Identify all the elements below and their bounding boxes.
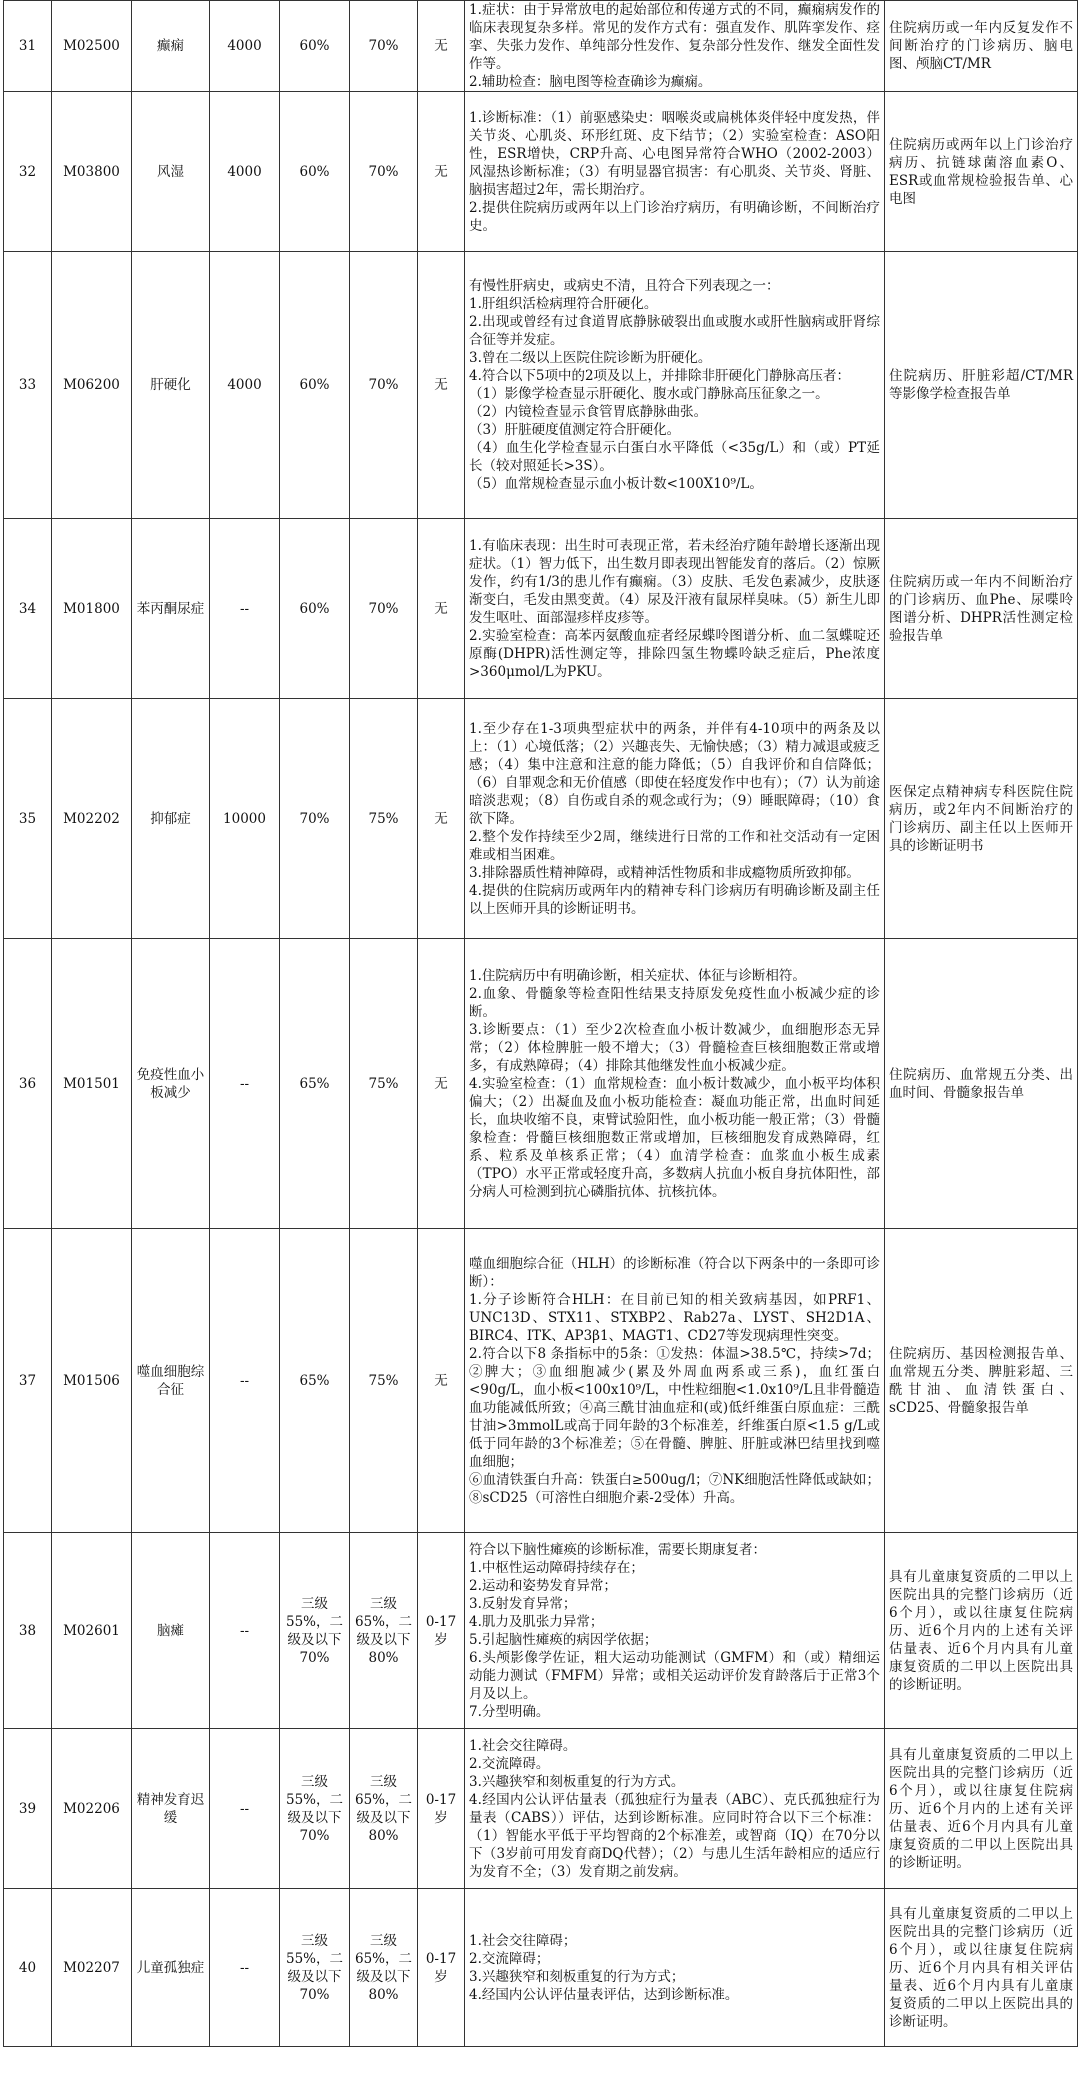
reimburse-rate-1: 60% [280,519,350,699]
criteria-line: 1.症状：由于异常放电的起始部位和传递方式的不同，癫痫病发作的临床表现复杂多样。常见的发作方式有：强直发作、肌阵挛发作、痉挛、失张力发作、单纯部分性发作、复杂部分性发作、继发全面性发作等。 [469,2,880,72]
criteria-line: 4.符合以下5项中的2项及以上，并排除非肝硬化门静脉高压者： [469,368,851,384]
disease-name: 苯丙酮尿症 [132,519,210,699]
disease-name: 风湿 [132,92,210,252]
table-row [4,1533,1078,1729]
disease-criteria-table [3,0,1078,2047]
criteria-line: 1.诊断标准：（1）前驱感染史：咽喉炎或扁桃体炎伴轻中度发热，伴关节炎、心肌炎、环形红斑、皮下结节；（2）实验室检查：ASO阳性，ESR增快，CRP升高、心电图异常符合WHO（2002-2003）风湿热诊断标准；（3）有明显器官损害：有心肌炎、关节炎、肾脏、脑损害超过2年，需长期治疗。 [469,109,880,198]
table-row [4,1229,1078,1533]
disease-name: 肝硬化 [132,252,210,519]
criteria-line: ⑥血清铁蛋白升高：铁蛋白≥500ug/l；⑦NK细胞活性降低或缺如；⑧sCD25（可溶性白细胞介素-2受体）升高。 [469,1471,880,1506]
required-documents: 住院病历或一年内不间断治疗的门诊病历、血Phe、尿喋呤图谱分析、DHPR活性测定检验报告单 [885,519,1078,699]
row-number: 35 [4,699,52,939]
disease-code: M06200 [52,252,132,519]
criteria-line: 3.排除器质性精神障碍，或精神活性物质和非成瘾物质所致抑郁。 [469,864,860,881]
table-row [4,939,1078,1229]
payment-limit: 4000 [210,92,280,252]
criteria-line: 1.社会交往障碍； [469,1932,577,1949]
required-documents: 住院病历、血常规五分类、出血时间、骨髓象报告单 [885,939,1078,1229]
payment-limit: 4000 [210,252,280,519]
age-limit: 无 [418,519,465,699]
reimburse-rate-1: 70% [280,699,350,939]
row-number: 31 [4,1,52,92]
payment-limit: -- [210,519,280,699]
required-documents: 具有儿童康复资质的二甲以上医院出具的完整门诊病历（近6个月），或以往康复住院病历、近6个月内的上述有关评估量表、近6个月内具有儿童康复资质的二甲以上医院出具的诊断证明。 [885,1533,1078,1729]
diagnosis-criteria [465,1533,885,1729]
criteria-line: 1.住院病历中有明确诊断，相关症状、体征与诊断相符。 [469,967,806,984]
row-number: 40 [4,1889,52,2047]
reimburse-rate-1: 60% [280,92,350,252]
criteria-line: 1.至少存在1-3项典型症状中的两条，并伴有4-10项中的两条及以上：（1）心境低落；（2）兴趣丧失、无愉快感；（3）精力减退或疲乏感；（4）集中注意和注意的能力降低；（5）自我评价和自信降低；（6）自罪观念和无价值感（即使在轻度发作中也有）；（7）认为前途暗淡悲观；（8）自伤或自杀的观念或行为；（9）睡眠障碍；（10）食欲下降。 [469,720,880,827]
reimburse-rate-1: 三级55%，二级及以下70% [280,1729,350,1889]
diagnosis-criteria [465,519,885,699]
reimburse-rate-1: 65% [280,939,350,1229]
reimburse-rate-2: 70% [350,252,418,519]
disease-code: M02500 [52,1,132,92]
row-number: 33 [4,252,52,519]
criteria-line: 4.实验室检查：（1）血常规检查：血小板计数减少，血小板平均体积偏大；（2）出凝血及血小板功能检查：凝血功能正常，出血时间延长，血块收缩不良，束臂试验阳性，血小板功能一般正常；（3）骨髓象检查：骨髓巨核细胞数正常或增加，巨核细胞发育成熟障碍，红系、粒系及单核系正常；（4）血清学检查：血浆血小板生成素（TPO）水平正常或轻度升高，多数病人抗血小板自身抗体阳性，部分病人可检测到抗心磷脂抗体、抗核抗体。 [469,1075,880,1200]
payment-limit: -- [210,1889,280,2047]
criteria-line: 3.曾在二级以上医院住院诊断为肝硬化。 [469,350,712,366]
criteria-line: 2.出现或曾经有过食道胃底静脉破裂出血或腹水或肝性脑病或肝肾综合征等并发症。 [469,314,880,348]
criteria-line: 2.血象、骨髓象等检查阳性结果支持原发免疫性血小板减少症的诊断。 [469,985,880,1020]
reimburse-rate-2: 三级65%，二级及以下80% [350,1533,418,1729]
disease-code: M01800 [52,519,132,699]
age-limit: 0-17岁 [418,1533,465,1729]
criteria-line: 4.肌力及肌张力异常； [469,1613,604,1630]
age-limit: 无 [418,699,465,939]
disease-name: 精神发育迟缓 [132,1729,210,1889]
age-limit: 无 [418,1,465,92]
criteria-line: 4.经国内公认评估量表评估，达到诊断标准。 [469,1986,739,2003]
criteria-line: 2.符合以下8 条指标中的5条：①发热：体温>38.5℃，持续>7d；②脾大；③血细胞减少(累及外周血两系或三系)，血红蛋白<90g/L，血小板<100x10⁹/L，中性粒细胞<1.0x10⁹/L且非骨髓造血功能减低所致；④高三酰甘油血症和(或)低纤维蛋白原血症：三酰甘油>3mmolL或高于同年龄的3个标准差，纤维蛋白原<1.5 g/L或低于同年龄的3个标准差；⑤在骨髓、脾脏、肝脏或淋巴结里找到噬血细胞； [469,1345,880,1470]
disease-code: M02601 [52,1533,132,1729]
criteria-line: 2.交流障碍。 [469,1755,550,1772]
criteria-line: 1.社会交往障碍。 [469,1737,577,1754]
disease-code: M02206 [52,1729,132,1889]
reimburse-rate-2: 75% [350,939,418,1229]
criteria-line: 6.头颅影像学佐证，粗大运动功能测试（GMFM）和（或）精细运动能力测试（FMFM）异常；或相关运动评价发育龄落后于正常3个月及以上。 [469,1649,880,1702]
criteria-line: 有慢性肝病史，或病史不清，且符合下列表现之一： [469,278,780,294]
reimburse-rate-2: 75% [350,699,418,939]
reimburse-rate-1: 三级55%，二级及以下70% [280,1533,350,1729]
required-documents: 具有儿童康复资质的二甲以上医院出具的完整门诊病历（近6个月），或以往康复住院病历、近6个月内具有相关评估量表、近6个月内具有儿童康复资质的二甲以上医院出具的诊断证明。 [885,1889,1078,2047]
age-limit: 无 [418,252,465,519]
criteria-line: 1.有临床表现：出生时可表现正常，若未经治疗随年龄增长逐渐出现症状。（1）智力低下，出生数月即表现出智能发育的落后。（2）惊厥发作，约有1/3的患儿作有癫痫。（3）皮肤、毛发色素减少，皮肤逐渐变白，毛发由黑变黄。（4）尿及汗液有鼠尿样臭味。（5）新生儿即发生呕吐、面部湿疹样皮疹等。 [469,537,880,626]
diagnosis-criteria [465,939,885,1229]
required-documents: 医保定点精神病专科医院住院病历，或2年内不间断治疗的门诊病历、副主任以上医师开具的诊断证明书 [885,699,1078,939]
criteria-line: 5.引起脑性瘫痪的病因学依据； [469,1631,658,1648]
reimburse-rate-2: 75% [350,1229,418,1533]
criteria-line: 2.辅助检查：脑电图等检查确诊为癫痫。 [469,74,712,90]
criteria-line: （3）肝脏硬度值测定符合肝硬化。 [469,422,681,438]
reimburse-rate-2: 70% [350,1,418,92]
required-documents: 住院病历或一年内反复发作不间断治疗的门诊病历、脑电图、颅脑CT/MR [885,1,1078,92]
criteria-line: 2.实验室检查：高苯丙氨酸血症者经尿蝶呤图谱分析、血二氢蝶啶还原酶(DHPR)活性测定等，排除四氢生物蝶呤缺乏症后，Phe浓度>360μmol/L为PKU。 [469,627,880,680]
required-documents: 住院病历、肝脏彩超/CT/MR等影像学检查报告单 [885,252,1078,519]
reimburse-rate-2: 三级65%，二级及以下80% [350,1889,418,2047]
required-documents: 具有儿童康复资质的二甲以上医院出具的完整门诊病历（近6个月），或以往康复住院病历、近6个月内的上述有关评估量表、近6个月内具有儿童康复资质的二甲以上医院出具的诊断证明。 [885,1729,1078,1889]
criteria-line: 1.分子诊断符合HLH：在目前已知的相关致病基因，如PRF1、UNC13D、STX11、STXBP2、Rab27a、LYST、SH2D1A、BIRC4、ITK、AP3β1、MAGT1、CD27等发现病理性突变。 [469,1291,880,1344]
table-row [4,1,1078,92]
reimburse-rate-1: 60% [280,252,350,519]
age-limit: 0-17岁 [418,1889,465,2047]
diagnosis-criteria [465,1889,885,2047]
diagnosis-criteria [465,1729,885,1889]
payment-limit: -- [210,1729,280,1889]
criteria-line: 2.提供住院病历或两年以上门诊治疗病历，有明确诊断，不间断治疗史。 [469,199,880,234]
age-limit: 无 [418,1229,465,1533]
reimburse-rate-1: 三级55%，二级及以下70% [280,1889,350,2047]
required-documents: 住院病历或两年以上门诊治疗病历、抗链球菌溶血素O、ESR或血常规检验报告单、心电图 [885,92,1078,252]
criteria-line: 1.中枢性运动障碍持续存在； [469,1559,644,1576]
diagnosis-criteria [465,92,885,252]
age-limit: 0-17岁 [418,1729,465,1889]
criteria-line: 2.运动和姿势发育异常； [469,1577,617,1594]
criteria-line: 4.提供的住院病历或两年内的精神专科门诊病历有明确诊断及副主任以上医师开具的诊断证明书。 [469,882,880,917]
row-number: 36 [4,939,52,1229]
disease-code: M02207 [52,1889,132,2047]
criteria-line: 4.经国内公认评估量表（孤独症行为量表（ABC）、克氏孤独症行为量表（CABS））评估，达到诊断标准。应同时符合以下三个标准：（1）智能水平低于平均智商的2个标准差，或智商（IQ）在70分以下（3岁前可用发育商DQ代替）；（2）与患儿生活年龄相应的适应行为发育不全；（3）发育期之前发病。 [469,1791,880,1880]
payment-limit: 4000 [210,1,280,92]
criteria-line: 1.肝组织活检病理符合肝硬化。 [469,296,658,312]
reimburse-rate-1: 65% [280,1229,350,1533]
criteria-line: 符合以下脑性瘫痪的诊断标准，需要长期康复者： [469,1541,766,1558]
disease-code: M02202 [52,699,132,939]
disease-code: M03800 [52,92,132,252]
criteria-line: （1）影像学检查显示肝硬化、腹水或门静脉高压征象之一。 [469,386,829,402]
disease-name: 抑郁症 [132,699,210,939]
table-row [4,252,1078,519]
disease-code: M01501 [52,939,132,1229]
required-documents: 住院病历、基因检测报告单、血常规五分类、脾脏彩超、三酰甘油、血清铁蛋白、sCD25、骨髓象报告单 [885,1229,1078,1533]
diagnosis-criteria [465,1,885,92]
diagnosis-criteria [465,699,885,939]
diagnosis-criteria [465,252,885,519]
criteria-line: 3.诊断要点：（1）至少2次检查血小板计数减少，血细胞形态无异常；（2）体检脾脏一般不增大；（3）骨髓检查巨核细胞数正常或增多，有成熟障碍；（4）排除其他继发性血小板减少症。 [469,1021,880,1074]
reimburse-rate-2: 三级65%，二级及以下80% [350,1729,418,1889]
disease-code: M01506 [52,1229,132,1533]
diagnosis-criteria [465,1229,885,1533]
criteria-line: （4）血生化学检查显示白蛋白水平降低（<35g/L）和（或）PT延长（较对照延长>3S）。 [469,440,880,474]
disease-name: 脑瘫 [132,1533,210,1729]
disease-name: 免疫性血小板减少 [132,939,210,1229]
disease-name: 儿童孤独症 [132,1889,210,2047]
payment-limit: -- [210,939,280,1229]
reimburse-rate-2: 70% [350,519,418,699]
criteria-line: 2.交流障碍； [469,1950,550,1967]
row-number: 39 [4,1729,52,1889]
reimburse-rate-1: 60% [280,1,350,92]
criteria-line: 3.兴趣狭窄和刻板重复的行为方式； [469,1968,685,1985]
disease-name: 噬血细胞综合征 [132,1229,210,1533]
criteria-line: 7.分型明确。 [469,1703,550,1720]
criteria-line: 3.兴趣狭窄和刻板重复的行为方式。 [469,1773,685,1790]
table-row [4,1729,1078,1889]
reimburse-rate-2: 70% [350,92,418,252]
payment-limit: 10000 [210,699,280,939]
criteria-line: （2）内镜检查显示食管胃底静脉曲张。 [469,404,708,420]
criteria-line: （5）血常规检查显示血小板计数<100X10⁹/L。 [469,476,763,492]
payment-limit: -- [210,1533,280,1729]
disease-name: 癫痫 [132,1,210,92]
criteria-line: 噬血细胞综合征（HLH）的诊断标准（符合以下两条中的一条即可诊断）： [469,1255,880,1290]
table-row [4,699,1078,939]
age-limit: 无 [418,939,465,1229]
table-row [4,92,1078,252]
row-number: 38 [4,1533,52,1729]
table-row [4,519,1078,699]
age-limit: 无 [418,92,465,252]
criteria-line: 2.整个发作持续至少2周，继续进行日常的工作和社交活动有一定困难或相当困难。 [469,828,880,863]
table-row [4,1889,1078,2047]
row-number: 34 [4,519,52,699]
row-number: 32 [4,92,52,252]
row-number: 37 [4,1229,52,1533]
payment-limit: -- [210,1229,280,1533]
criteria-line: 3.反射发育异常； [469,1595,577,1612]
